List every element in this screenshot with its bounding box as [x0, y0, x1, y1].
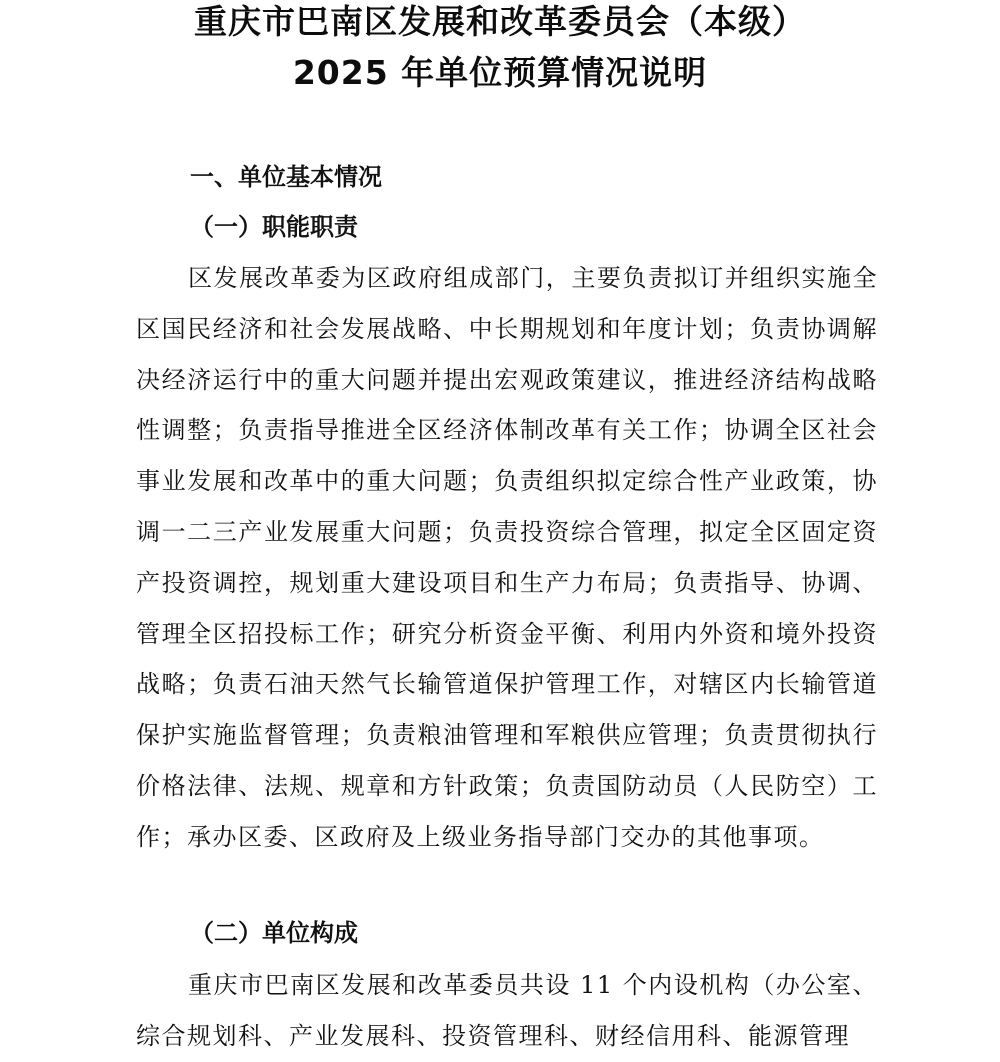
composition-paragraph: 重庆市巴南区发展和改革委员共设 11 个内设机构（办公室、综合规划科、产业发展科、投资管理科、财经信用科、能源管理	[136, 971, 878, 1050]
subsection-heading-composition: （二）单位构成	[190, 918, 358, 947]
functions-paragraph: 区发展改革委为区政府组成部门，主要负责拟订并组织实施全区国民经济和社会发展战略、中长期规划和年度计划；负责协调解决经济运行中的重大问题并提出宏观政策建议，推进经济结构战略性调整；负责指导推进全区经济体制改革有关工作；协调全区社会事业发展和改革中的重大问题；负责组织拟定综合性产业政策，协调一二三产业发展重大问题；负责投资综合管理，拟定全区固定资产投资调控，规划重大建设项目和生产力布局；负责指导、协调、管理全区招投标工作；研究分析资金平衡、利用内外资和境外投资战略；负责石油天然气长输管道保护管理工作，对辖区内长输管道保护实施监督管理；负责粮油管理和军粮供应管理；负责贯彻执行价格法律、法规、规章和方针政策；负责国防动员（人民防空）工作；承办区委、区政府及上级业务指导部门交办的其他事项。	[136, 264, 878, 851]
document-title-line-1: 重庆市巴南区发展和改革委员会（本级）	[194, 2, 806, 41]
subsection-heading-functions: （一）职能职责	[190, 212, 358, 241]
document-title-line-2: 2025 年单位预算情况说明	[292, 53, 708, 92]
section-heading-basic-info: 一、单位基本情况	[190, 163, 382, 191]
